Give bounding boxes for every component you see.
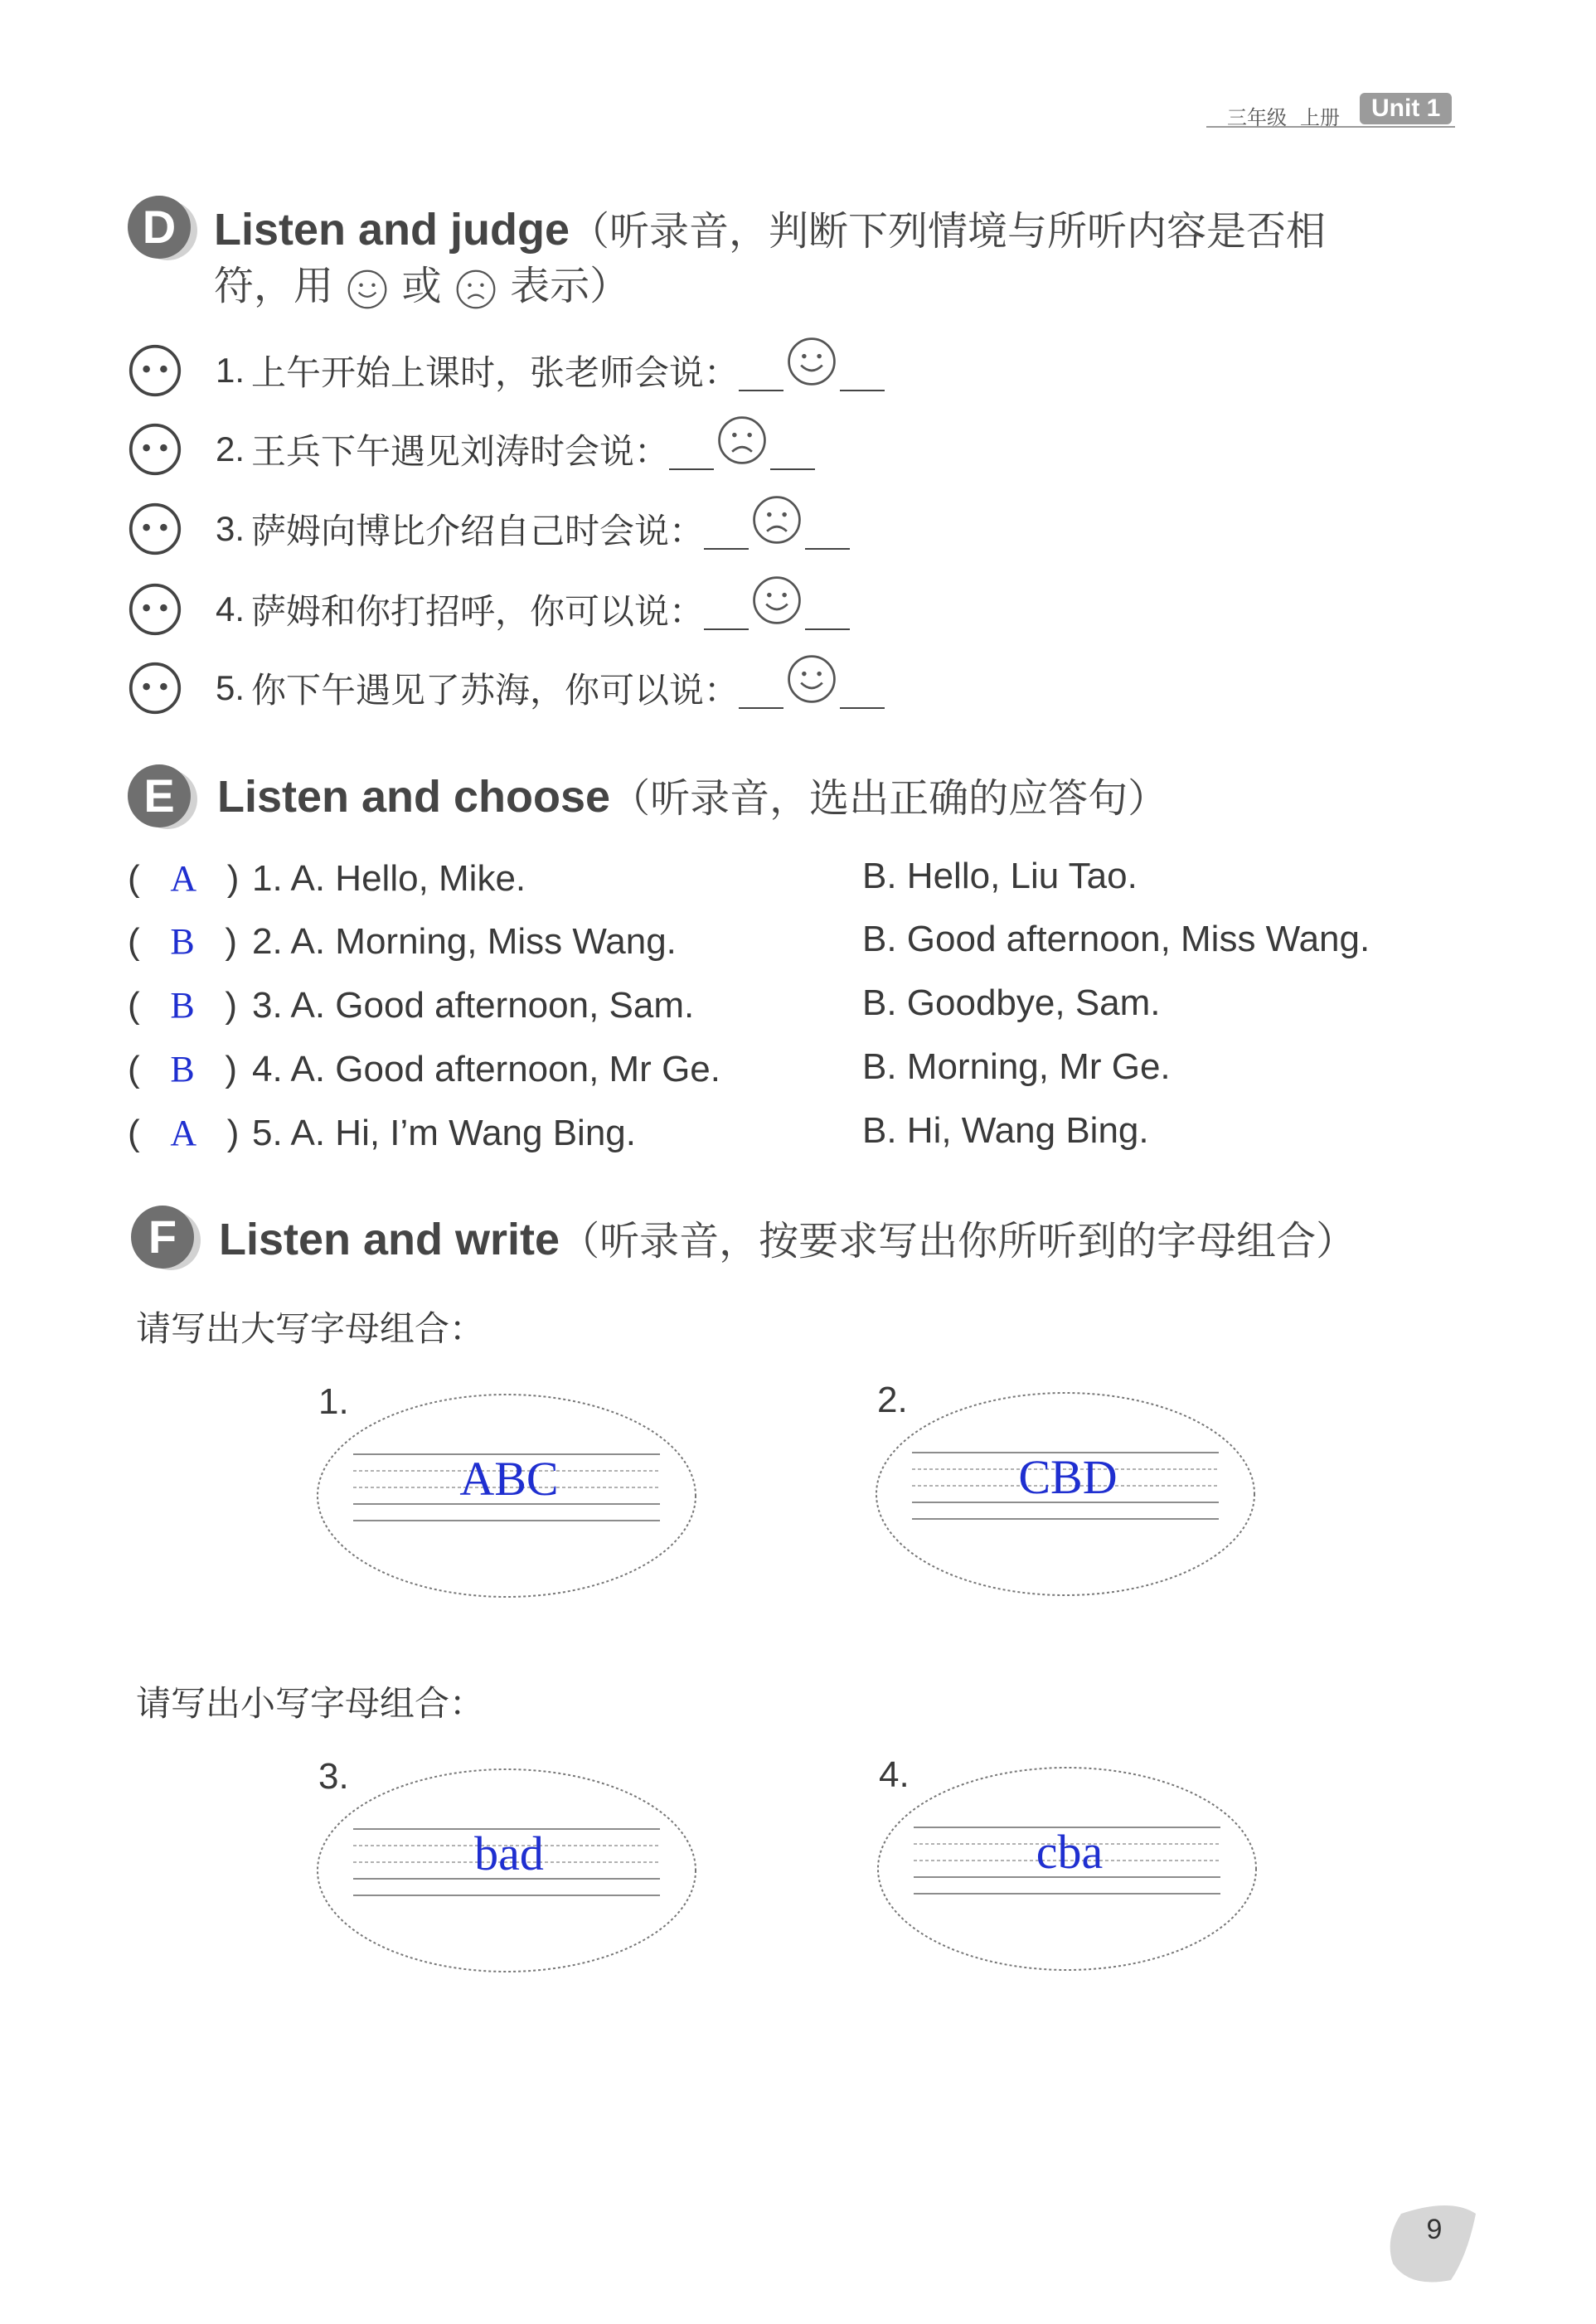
judge-item-text: 萨姆和你打招呼，你可以说： — [251, 591, 705, 632]
choose-option-b: B. Good afternoon, Miss Wang. — [862, 919, 1370, 959]
judge-item-number: 5. — [216, 668, 245, 707]
neutral-face-icon — [128, 661, 182, 716]
judge-answer-blank[interactable] — [739, 659, 885, 717]
sad-face-icon — [750, 493, 803, 546]
section-e-desc: （听录音，选出正确的应答句） — [610, 775, 1168, 822]
section-d-desc-a: 符，用 — [214, 263, 334, 309]
choose-option-b: B. Morning, Mr Ge. — [862, 1046, 1171, 1087]
choose-answer: A — [170, 858, 197, 899]
judge-item-text: 王兵下午遇见刘涛时会说： — [251, 431, 670, 472]
judge-item — [128, 580, 850, 638]
choose-option-a: A. Good afternoon, Sam. — [290, 985, 695, 1026]
choose-option-a: A. Hi, I’m Wang Bing. — [290, 1113, 636, 1153]
choose-option-a: A. Hello, Mike. — [290, 858, 526, 899]
judge-answer-blank[interactable] — [704, 500, 850, 558]
write-item-number: 2. — [877, 1380, 908, 1420]
choose-answer: A — [170, 1113, 197, 1153]
section-d-title: Listen and judge — [214, 205, 570, 255]
happy-face-icon — [750, 574, 803, 627]
judge-item-text: 你下午遇见了苏海，你可以说： — [251, 670, 740, 711]
neutral-face-icon — [128, 343, 182, 398]
choose-item — [128, 920, 677, 963]
write-answer: cba — [1036, 1825, 1104, 1879]
sad-face-icon — [454, 268, 497, 311]
choose-answer-box[interactable]: ( B ) — [128, 985, 238, 1026]
choose-answer: B — [170, 921, 195, 962]
judge-item — [128, 342, 885, 400]
choose-item-number: 4. — [252, 1049, 283, 1089]
choose-item — [128, 1112, 636, 1154]
choose-answer-box[interactable]: ( A ) — [128, 1113, 240, 1153]
page-number-tab — [1376, 2197, 1492, 2297]
section-d-desc-b: 或 — [401, 263, 442, 309]
judge-item — [128, 500, 850, 558]
happy-face-icon — [785, 653, 838, 706]
choose-option-a: A. Morning, Miss Wang. — [290, 921, 677, 962]
section-d-desc: （听录音，判断下列情境与所听内容是否相 — [570, 208, 1327, 255]
judge-item-text: 萨姆向博比介绍自己时会说： — [251, 511, 705, 551]
judge-answer-blank[interactable] — [704, 580, 850, 638]
upper-case-label: 请写出大写字母组合： — [136, 1308, 485, 1349]
judge-item-number: 4. — [216, 589, 245, 628]
judge-item-number: 3. — [216, 509, 245, 548]
choose-option-b: B. Hello, Liu Tao. — [862, 856, 1138, 896]
section-e-heading — [217, 766, 1167, 823]
write-item-number: 4. — [879, 1754, 910, 1795]
section-f-title: Listen and write — [219, 1215, 560, 1264]
judge-item-number: 1. — [216, 351, 245, 390]
neutral-face-icon — [128, 422, 182, 477]
section-d-desc-c: 表示） — [510, 263, 630, 309]
judge-item — [128, 420, 815, 478]
unit-tab: Unit 1 — [1360, 93, 1452, 124]
choose-option-b: B. Hi, Wang Bing. — [862, 1110, 1149, 1151]
happy-face-icon — [785, 335, 838, 388]
section-f-heading — [219, 1209, 1356, 1266]
write-answer: ABC — [459, 1452, 559, 1506]
section-d-desc-line2 — [214, 254, 629, 311]
choose-answer-box[interactable]: ( A ) — [128, 858, 240, 899]
choose-item-number: 1. — [252, 858, 283, 899]
neutral-face-icon — [128, 502, 182, 556]
header-term: 上册 — [1300, 106, 1340, 129]
choose-item — [128, 857, 526, 900]
header-grade: 三年级 — [1227, 106, 1287, 129]
section-f-badge: F — [131, 1206, 194, 1269]
write-item-number: 3. — [318, 1756, 349, 1797]
write-answer: bad — [474, 1827, 544, 1880]
choose-item — [128, 984, 694, 1026]
choose-answer-box[interactable]: ( B ) — [128, 921, 238, 962]
judge-item-text: 上午开始上课时，张老师会说： — [251, 352, 740, 393]
neutral-face-icon — [128, 582, 182, 637]
choose-item-number: 2. — [252, 921, 283, 962]
happy-face-icon — [346, 268, 389, 311]
choose-answer-box[interactable]: ( B ) — [128, 1049, 238, 1089]
section-d-heading — [214, 199, 1326, 256]
judge-item — [128, 659, 885, 717]
write-item-number: 1. — [318, 1381, 349, 1422]
choose-item-number: 3. — [252, 985, 283, 1026]
choose-item-number: 5. — [252, 1113, 283, 1153]
write-answer: CBD — [1018, 1450, 1118, 1504]
judge-answer-blank[interactable] — [739, 342, 885, 400]
judge-answer-blank[interactable] — [669, 420, 815, 478]
sad-face-icon — [716, 414, 769, 467]
page-number: 9 — [1426, 2214, 1443, 2245]
choose-option-b: B. Goodbye, Sam. — [862, 982, 1161, 1023]
lower-case-label: 请写出小写字母组合： — [136, 1683, 485, 1724]
section-d-badge: D — [128, 196, 191, 259]
section-e-badge: E — [128, 764, 191, 827]
choose-item — [128, 1048, 720, 1090]
section-e-title: Listen and choose — [217, 772, 611, 822]
choose-answer: B — [170, 985, 195, 1026]
judge-item-number: 2. — [216, 429, 245, 468]
choose-option-a: A. Good afternoon, Mr Ge. — [290, 1049, 720, 1089]
choose-answer: B — [170, 1049, 195, 1089]
section-f-desc: （听录音，按要求写出你所听到的字母组合） — [560, 1218, 1356, 1264]
